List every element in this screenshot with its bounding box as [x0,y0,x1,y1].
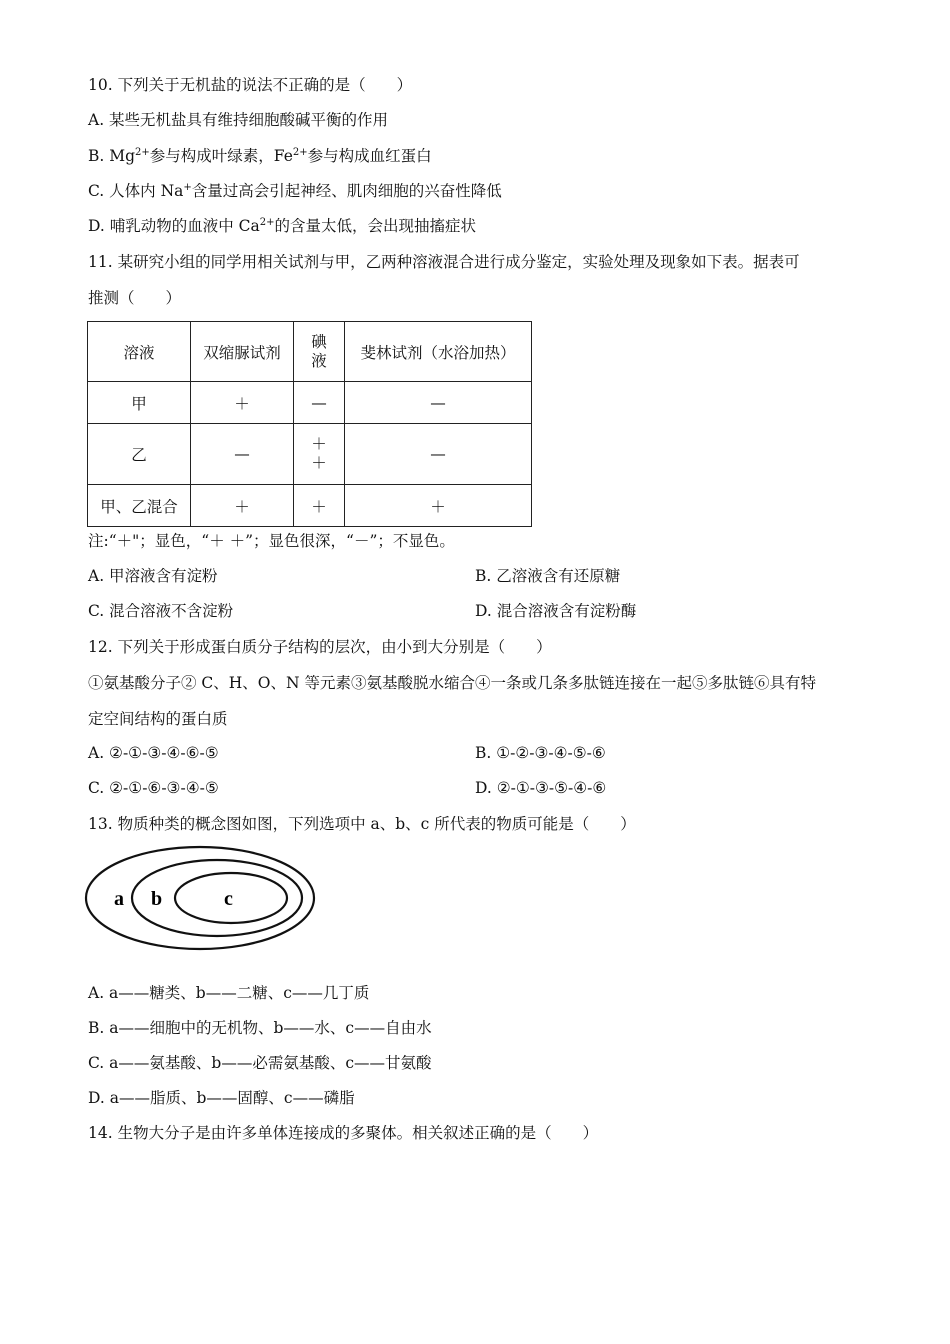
q12-option-b: B. ①-②-③-④-⑤-⑥ [475,744,606,762]
table-row [88,485,532,527]
table-cell: ＋ [191,485,294,527]
table-cell: — [345,382,532,424]
table-header-row [88,322,532,382]
table-cell: ＋ [345,485,532,527]
table-cell: ＋ [294,485,345,527]
q11-option-c: C. 混合溶液不含淀粉 [88,602,234,620]
table-header-cell: 溶液 [88,322,191,382]
q12-option-d: D. ②-①-③-⑤-④-⑥ [475,779,607,797]
q11-table-note: 注:“＋"；显色，“＋ ＋”；显色很深，“－”；不显色。 [88,532,455,550]
q13-stem: 13. 物质种类的概念图如图，下列选项中 a、b、c 所代表的物质可能是（ ） [88,815,636,833]
table-header-cell: 斐林试剂（水浴加热） [345,322,532,382]
table-cell: — [294,382,345,424]
table-header-cell: 碘液 [294,322,345,382]
q14-stem: 14. 生物大分子是由许多单体连接成的多聚体。相关叙述正确的是（ ） [88,1124,599,1142]
label-a: a [114,888,124,910]
concept-diagram [84,843,324,953]
q12-option-a: A. ②-①-③-④-⑥-⑤ [88,744,219,762]
table-cell: ＋ [191,382,294,424]
q11-option-d: D. 混合溶液含有淀粉酶 [475,602,637,620]
table-cell: — [345,424,532,485]
table-cell: ＋＋ [294,424,345,485]
label-b: b [151,888,163,910]
q13-option-c: C. a——氨基酸、b——必需氨基酸、c——甘氨酸 [88,1054,432,1072]
table-cell: — [191,424,294,485]
q10-option-a: A. 某些无机盐具有维持细胞酸碱平衡的作用 [88,111,389,129]
q12-items-line2: 定空间结构的蛋白质 [88,710,228,728]
q12-items-line1: ①氨基酸分子② C、H、O、N 等元素③氨基酸脱水缩合④一条或几条多肽链连接在一起⑤多肽链⑥具有特 [88,674,817,692]
q10-option-c: C. 人体内 Na+含量过高会引起神经、肌肉细胞的兴奋性降低 [88,182,502,200]
q11-stem-line1: 11. 某研究小组的同学用相关试剂与甲，乙两种溶液混合进行成分鉴定，实验处理及现象如下表。据表可 [88,253,800,271]
table-header-cell: 双缩脲试剂 [191,322,294,382]
q13-option-a: A. a——糖类、b——二糖、c——几丁质 [88,984,370,1002]
q13-option-d: D. a——脂质、b——固醇、c——磷脂 [88,1089,355,1107]
table-row [88,424,532,485]
table-cell: 甲 [88,382,191,424]
q11-experiment-table [87,321,532,527]
q11-option-a: A. 甲溶液含有淀粉 [88,567,218,585]
q12-stem: 12. 下列关于形成蛋白质分子结构的层次，由小到大分别是（ ） [88,638,552,656]
label-c: c [224,888,233,910]
q10-option-b: B. $Mg^{2+}$参与构成叶绿素，$Fe^{2+}$参与构成血红蛋白 [88,147,432,165]
q12-option-c: C. ②-①-⑥-③-④-⑤ [88,779,219,797]
q10-stem: 10. 下列关于无机盐的说法不正确的是（ ） [88,76,413,94]
table-cell: 乙 [88,424,191,485]
q13-option-b: B. a——细胞中的无机物、b——水、c——自由水 [88,1019,432,1037]
table-cell: 甲、乙混合 [88,485,191,527]
q11-option-b: B. 乙溶液含有还原糖 [475,567,621,585]
q10-option-d: D. 哺乳动物的血液中 $Ca^{2+}$的含量太低，会出现抽搐症状 [88,217,477,235]
table-row [88,382,532,424]
q11-stem-line2: 推测（ ） [88,289,182,307]
